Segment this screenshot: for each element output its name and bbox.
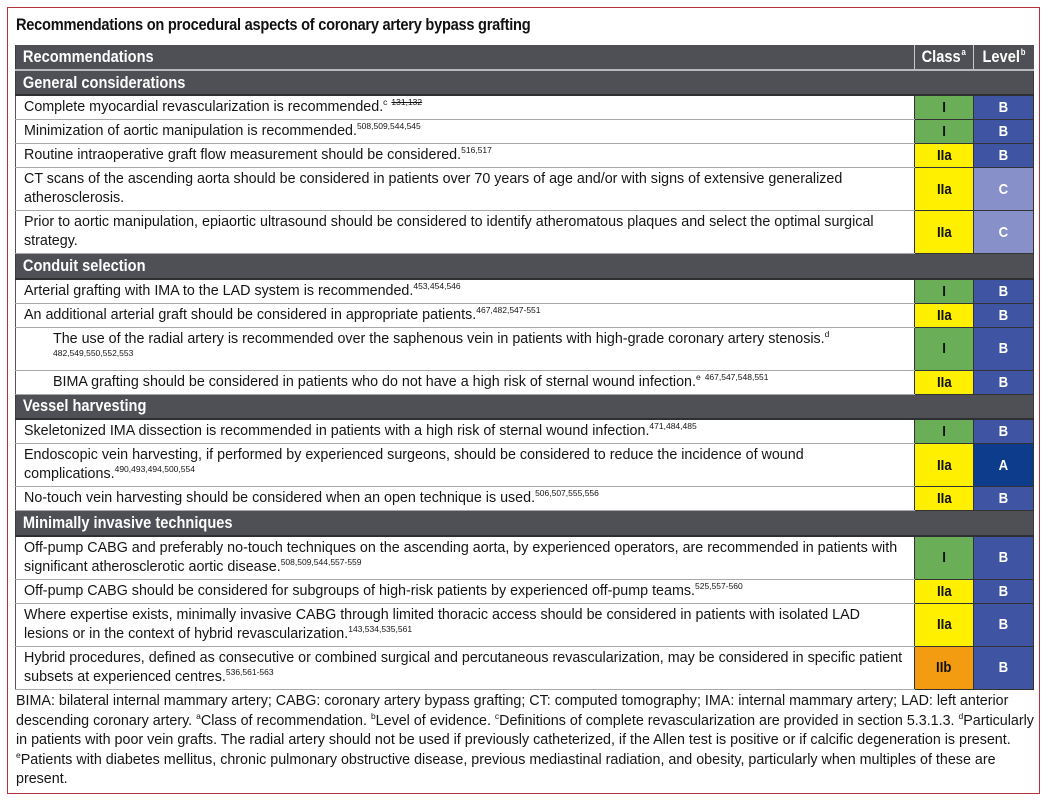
reference-numbers: 490,493,494,500,554 xyxy=(114,464,195,475)
level-badge: B xyxy=(974,279,1034,304)
reference-numbers: 516,517 xyxy=(461,145,492,156)
class-badge: IIa xyxy=(915,579,974,603)
recommendation-row xyxy=(16,279,1034,304)
reference-numbers: 525,557-560 xyxy=(695,580,743,591)
level-badge: B xyxy=(974,603,1034,646)
section-title: Minimally invasive techniques xyxy=(16,511,1034,536)
section-title: General considerations xyxy=(16,70,1034,95)
recommendation-text: CT scans of the ascending aorta should be considered in patients over 70 years of age and/or with signs of extensive generalized atherosclerosis. xyxy=(16,168,915,211)
footnote-mark-e: e xyxy=(16,750,21,761)
class-badge: IIa xyxy=(915,487,974,511)
footnote-c: Definitions of complete revascularization are provided in section 5.3.1.3. xyxy=(499,712,959,729)
level-badge: A xyxy=(974,444,1034,487)
level-badge: B xyxy=(974,370,1034,394)
recommendation-row xyxy=(16,168,1034,211)
recommendation-row xyxy=(16,95,1034,120)
class-badge: IIa xyxy=(915,370,974,394)
recommendation-text: An additional arterial graft should be considered in appropriate patients.$^{467,482,547-551}$ xyxy=(16,303,915,327)
footnote-e: Patients with diabetes mellitus, chronic pulmonary obstructive disease, previous mediastinal radiation, and obesity, particularly when multiples of these are present. xyxy=(16,751,996,788)
table-header-row xyxy=(16,45,1034,70)
recommendation-row xyxy=(16,144,1034,168)
level-badge: C xyxy=(974,168,1034,211)
reference-numbers: 506,507,555,556 xyxy=(535,488,599,499)
column-header-level: Level$^b$ xyxy=(974,45,1034,70)
recommendation-row xyxy=(16,646,1034,689)
level-badge: B xyxy=(974,487,1034,511)
footnote-abbreviations: BIMA: bilateral internal mammary artery; CABG: coronary artery bypass grafting; CT: computed tomography; IMA: internal mammary artery; LAD: left anterior descending coronary artery. xyxy=(16,693,1009,729)
recommendation-text: Arterial grafting with IMA to the LAD system is recommended.$^{453,454,546}$ xyxy=(16,279,915,304)
column-header-class: Class$^a$ xyxy=(915,45,974,70)
recommendation-text: Complete myocardial revascularization is recommended.$^c$ $^{131,132}$ xyxy=(16,95,915,120)
section-header xyxy=(16,394,1034,419)
footnote-mark-a: a xyxy=(196,710,201,721)
recommendation-text: Hybrid procedures, defined as consecutive or combined surgical and percutaneous revascularization, may be considered in specific patient subsets at experienced centres.$^{536,561-563}$ xyxy=(16,646,915,689)
class-badge: IIa xyxy=(915,303,974,327)
reference-numbers: 508,509,544,545 xyxy=(356,121,421,132)
recommendation-row xyxy=(16,120,1034,144)
reference-numbers: 482,549,550,552,553 xyxy=(53,347,134,358)
recommendation-row xyxy=(16,327,1034,370)
table-footnotes xyxy=(16,692,1036,790)
section-header xyxy=(16,254,1034,279)
reference-numbers: 471,484,485 xyxy=(649,421,697,432)
class-badge: I xyxy=(915,279,974,304)
recommendation-text: No-touch vein harvesting should be considered when an open technique is used.$^{506,507,555,556}$ xyxy=(16,487,915,511)
level-badge: C xyxy=(974,211,1034,254)
footnote-d: Particularly in patients with poor vein grafts. The radial artery should not be used if previously catheterized, if the Allen test is positive or if calcific degeneration is present. xyxy=(16,712,1034,749)
recommendation-text: Routine intraoperative graft flow measurement should be considered.$^{516,517}$ xyxy=(16,144,915,168)
reference-numbers: 467,547,548,551 xyxy=(704,371,769,382)
recommendation-text: Where expertise exists, minimally invasive CABG through limited thoracic access should be considered in patients with isolated LAD lesions or in the context of hybrid revascularization.$^{143,534,535,561}$ xyxy=(16,603,915,646)
reference-numbers: 453,454,546 xyxy=(413,280,461,291)
footnote-mark-d: d xyxy=(958,710,964,721)
reference-numbers: 536,561-563 xyxy=(225,666,274,677)
recommendation-text: The use of the radial artery is recommended over the saphenous vein in patients with high-grade coronary artery stenosis.$^d$ $^{482,549,550,552,553}$ xyxy=(16,327,915,370)
section-header xyxy=(16,511,1034,536)
footnote-mark-b: b xyxy=(370,710,376,721)
reference-numbers: 143,534,535,561 xyxy=(348,623,413,634)
recommendation-text: BIMA grafting should be considered in patients who do not have a high risk of sternal wound infection.$^e$ $^{467,547,548,551}$ xyxy=(16,370,915,394)
class-badge: I xyxy=(915,120,974,144)
footnote-mark-c: c xyxy=(494,710,500,721)
class-badge: IIb xyxy=(915,646,974,689)
recommendation-text: Endoscopic vein harvesting, if performed by experienced surgeons, should be considered to reduce the incidence of wound complications.$^{490,493,494,500,554}$ xyxy=(16,444,915,487)
level-badge: B xyxy=(974,95,1034,120)
footnote-a: Class of recommendation. xyxy=(200,712,371,729)
footnote-marker: e xyxy=(695,371,701,382)
class-badge: IIa xyxy=(915,444,974,487)
level-badge: B xyxy=(974,120,1034,144)
level-badge: B xyxy=(974,144,1034,168)
class-badge: I xyxy=(915,419,974,444)
recommendation-row xyxy=(16,419,1034,444)
recommendation-text: Off-pump CABG and preferably no-touch techniques on the ascending aorta, by experienced operators, are recommended in patients with significant atherosclerotic aortic disease.$^{508,509,544,557-559}$ xyxy=(16,536,915,580)
level-badge: B xyxy=(974,646,1034,689)
class-badge: IIa xyxy=(915,144,974,168)
recommendation-text: Minimization of aortic manipulation is recommended.$^{508,509,544,545}$ xyxy=(16,120,915,144)
footnote-marker: d xyxy=(824,328,830,339)
recommendation-row xyxy=(16,487,1034,511)
level-badge: B xyxy=(974,536,1034,580)
recommendation-text: Prior to aortic manipulation, epiaortic ultrasound should be considered to identify atheromatous plaques and select the optimal surgical strategy. xyxy=(16,211,915,254)
class-badge: I xyxy=(915,536,974,580)
class-badge: IIa xyxy=(915,211,974,254)
class-badge: IIa xyxy=(915,603,974,646)
reference-numbers: 508,509,544,557-559 xyxy=(280,556,362,567)
column-header-recommendations: Recommendations xyxy=(16,45,915,70)
level-badge: B xyxy=(974,327,1034,370)
footnote-b: Level of evidence. xyxy=(375,712,495,729)
recommendation-row xyxy=(16,370,1034,394)
level-badge: B xyxy=(974,303,1034,327)
recommendation-text: Skeletonized IMA dissection is recommended in patients with a high risk of sternal wound infection.$^{471,484,485}$ xyxy=(16,419,915,444)
recommendation-text: Off-pump CABG should be considered for subgroups of high-risk patients by experienced off-pump teams.$^{525,557-560}$ xyxy=(16,579,915,603)
section-title: Vessel harvesting xyxy=(16,394,1034,419)
level-badge: B xyxy=(974,419,1034,444)
reference-numbers: 467,482,547-551 xyxy=(476,304,541,315)
class-badge: I xyxy=(915,95,974,120)
recommendation-row xyxy=(16,579,1034,603)
section-title: Conduit selection xyxy=(16,254,1034,279)
recommendation-row xyxy=(16,536,1034,580)
reference-numbers: 131,132 xyxy=(391,97,423,108)
class-badge: I xyxy=(915,327,974,370)
recommendation-row xyxy=(16,444,1034,487)
section-header xyxy=(16,70,1034,95)
recommendation-row xyxy=(16,211,1034,254)
level-badge: B xyxy=(974,579,1034,603)
table-body xyxy=(16,70,1034,689)
footnote-marker: c xyxy=(383,97,388,108)
class-badge: IIa xyxy=(915,168,974,211)
recommendation-row xyxy=(16,603,1034,646)
recommendations-table xyxy=(15,45,1034,690)
table-title: Recommendations on procedural aspects of coronary artery bypass grafting xyxy=(16,15,531,34)
recommendation-row xyxy=(16,303,1034,327)
